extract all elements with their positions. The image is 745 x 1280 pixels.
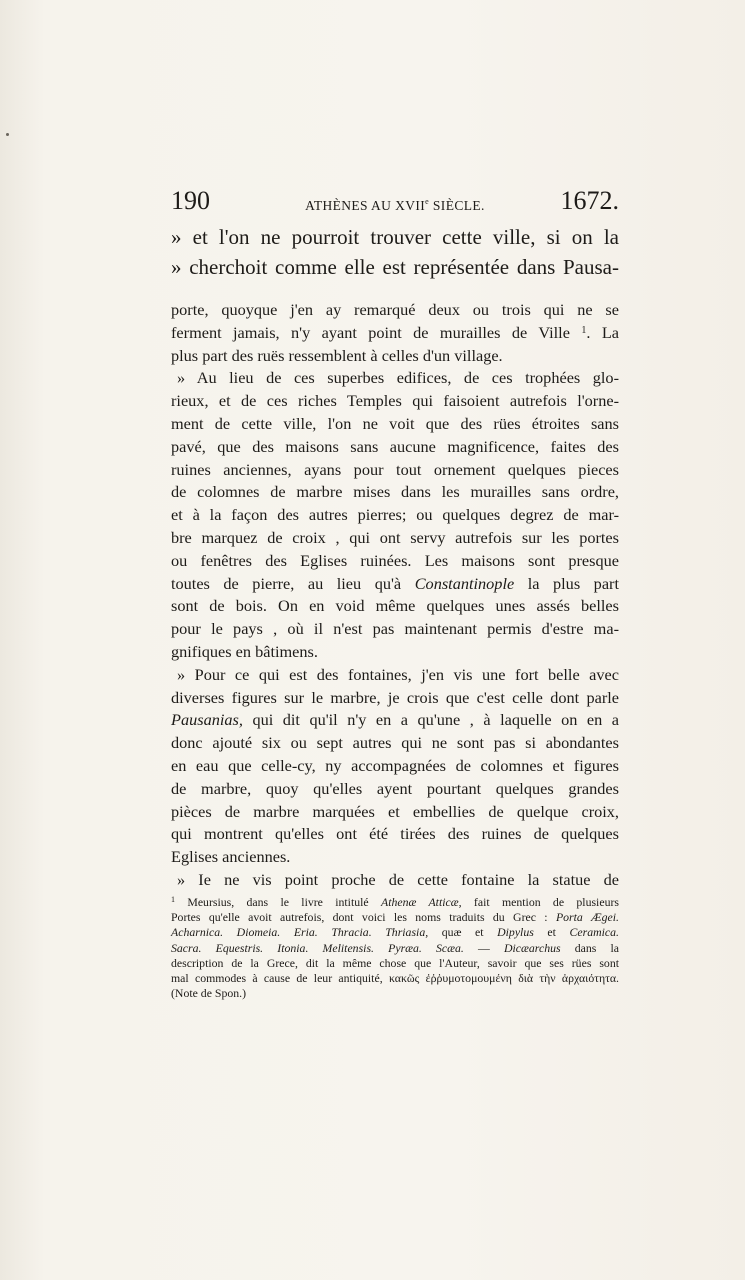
text-line: de marbre, quoy qu'elles ayent pourtant quelques grandes [171,778,619,798]
footnote-line: description de la Grece, dit la même chose que l'Auteur, savoir que ses rües sont [171,955,619,970]
text-line: pavé, que des maisons sans aucune magnificence, faites des [171,436,619,456]
text-line: donc ajouté six ou sept autres qui ne sont pas si abondantes [171,733,619,753]
text-line: de colomnes de marbre mises dans les murailles sans ordre, [171,482,619,502]
text-line: bre marquez de croix , qui ont servy autrefois sur les portes [171,527,619,547]
footnote-ref: 1 [581,324,587,336]
main-text [171,299,619,892]
text-line: » Au lieu de ces superbes edifices, de ces trophées glo- [177,368,619,388]
footnote-line: Portes qu'elle avoit autrefois, dont voici les noms traduits du Grec : Porta Ægei. [171,910,619,925]
text-line: pour le pays , où il n'est pas maintenant permis d'estre ma- [171,619,619,639]
footnote-line: mal commodes à cause de leur antiquité, κακῶς ἐῤῥυμοτομουμένη διὰ τὴν ἀρχαιότητα. [171,970,620,985]
text-line: diverses figures sur le marbre, je crois que c'est celle dont parle [171,687,619,707]
text-line: et à la façon des autres pierres; ou quelques degrez de mar- [171,505,619,525]
text-line: qui montrent qu'elles ont été tirées des ruines de quelques [171,824,619,844]
text-line: » cherchoit comme elle est représentée dans Pausa- [171,255,619,279]
text-line: ment de cette ville, l'on ne voit que des rües étroites sans [171,413,619,433]
running-header [171,186,619,216]
text-line: ferment jamais, n'y ayant point de murailles de Ville $^1$. La [171,322,619,342]
text-line: en eau que celle-cy, ny accompagnées de colomnes et figures [171,755,619,775]
text-line: rieux, et de ces riches Temples qui faisoient autrefois l'orne- [171,391,619,411]
paper-speck [6,133,9,136]
page-number: 190 [171,186,210,215]
text-line: ou fenêtres des Eglises ruinées. Les maisons sont presque [171,550,619,570]
footnote-line: Sacra. Equestris. Itonia. Melitensis. Pyræa. Scæa. — Dicæarchus dans la [171,940,620,955]
running-title: ATHÈNES AU XVIIe SIÈCLE. [305,197,485,213]
text-line: sont de bois. On en void même quelques unes assés belles [171,596,619,616]
text-line: ruines anciennes, ayans pour tout ornement quelques pieces [171,459,619,479]
text-line: Pausanias, qui dit qu'il n'y en a qu'une , à laquelle on en a [171,710,619,730]
footnote-line: Acharnica. Diomeia. Eria. Thracia. Thriasia, quæ et Dipylus et Ceramica. [171,925,620,940]
footnote-line: $^1$ Meursius, dans le livre intitulé Athenæ Atticæ, fait mention de plusieurs [171,895,619,909]
text-line: gnifiques en bâtimens. [171,641,318,661]
text-line: toutes de pierre, au lieu qu'à Constantinople la plus part [171,573,619,593]
footnote [171,895,619,1001]
top-quote [171,222,619,282]
footnote-line: (Note de Spon.) [171,986,247,1001]
text-line: pièces de marbre marquées et embellies de quelque croix, [171,801,619,821]
year: 1672. [560,186,619,215]
text-line: » et l'on ne pourroit trouver cette ville, si on la [171,225,619,249]
text-line: plus part des ruës ressemblent à celles d'un village. [171,345,503,365]
text-line: Eglises anciennes. [171,847,291,867]
text-line: » Pour ce qui est des fontaines, j'en vis une fort belle avec [177,664,619,684]
text-line: » Ie ne vis point proche de cette fontaine la statue de [177,869,619,889]
text-line: porte, quoyque j'en ay remarqué deux ou trois qui ne se [171,300,619,319]
